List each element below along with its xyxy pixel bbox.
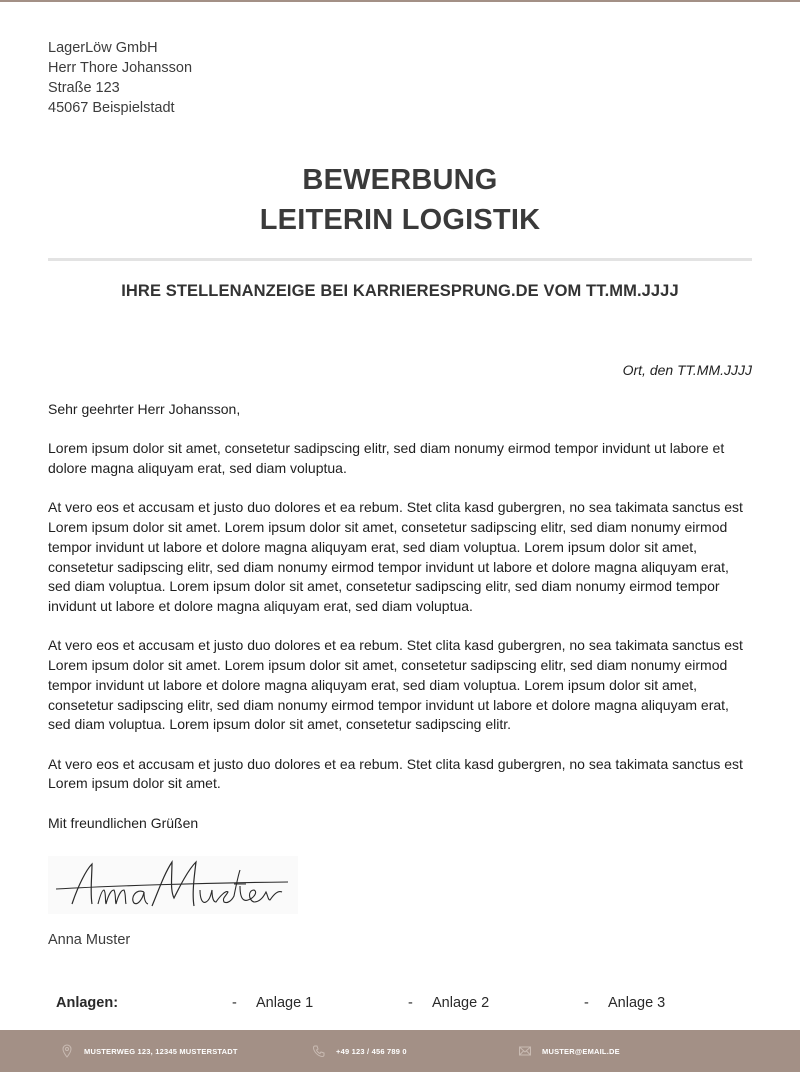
- footer-phone-text: +49 123 / 456 789 0: [336, 1046, 407, 1056]
- top-accent-line: [0, 0, 800, 2]
- handwritten-signature: [48, 856, 298, 914]
- location-pin-icon: [60, 1044, 74, 1058]
- footer-email: [518, 1030, 620, 1072]
- recipient-name: Herr Thore Johansson: [48, 60, 193, 76]
- paragraph-2: At vero eos et accusam et justo duo dolores et ea rebum. Stet clita kasd gubergren, no sea takimata sanctus est Lorem ipsum dolor sit amet. Lorem ipsum dolor sit amet, consetetur sadipscing elitr, sed diam nonumy eirmod tempor invidunt ut labore et dolore magna aliquyam erat, sed diam voluptua. Lorem ipsum dolor sit amet, consetetur sadipscing elitr, sed diam nonumy eirmod tempor invidunt ut labore et dolore magna aliquyam erat, sed diam voluptua. Lorem ipsum dolor sit amet, consetetur sadipscing elitr, sed diam nonumy eirmod tempor invidunt ut labore et dolore magna aliquyam erat, sed diam voluptua.: [48, 499, 743, 614]
- paragraph-3: At vero eos et accusam et justo duo dolores et ea rebum. Stet clita kasd gubergren, no sea takimata sanctus est Lorem ipsum dolor sit amet. Lorem ipsum dolor sit amet, consetetur sadipscing elitr, sed diam nonumy eirmod tempor invidunt ut labore et dolore magna aliquyam erat, sed diam voluptua. Lorem ipsum dolor sit amet, consetetur sadipscing elitr, sed diam nonumy eirmod tempor invidunt ut labore et dolore magna aliquyam erat, sed diam voluptua. Lorem ipsum dolor sit amet, consetetur sadipscing elitr.: [48, 637, 743, 733]
- recipient-street: Straße 123: [48, 80, 120, 96]
- salutation: Sehr geehrter Herr Johansson,: [48, 401, 241, 417]
- phone-icon: [312, 1044, 326, 1058]
- attachment-item-1: Anlage 1: [256, 995, 314, 1011]
- place-date: Ort, den TT.MM.JJJJ: [622, 362, 752, 378]
- attachment-dash: -: [584, 995, 589, 1011]
- title-line-1: BEWERBUNG: [302, 164, 498, 196]
- signature-script-text: Anna Muster: [48, 856, 54, 857]
- subject-line: IHRE STELLENANZEIGE BEI KARRIERESPRUNG.DE VOM TT.MM.JJJJ: [121, 282, 679, 300]
- attachment-dash: -: [232, 995, 237, 1011]
- closing-phrase: Mit freundlichen Grüßen: [48, 814, 199, 831]
- title-divider: [48, 258, 752, 261]
- footer-phone: [312, 1030, 407, 1072]
- recipient-address: [48, 38, 192, 118]
- attachments-row: [56, 995, 756, 1015]
- document-title: [0, 160, 800, 240]
- paragraph-1: Lorem ipsum dolor sit amet, consetetur sadipscing elitr, sed diam nonumy eirmod tempor invidunt ut labore et dolore magna aliquyam erat, sed diam voluptua.: [48, 440, 725, 477]
- attachments-label: Anlagen:: [56, 995, 119, 1011]
- recipient-city: 45067 Beispielstadt: [48, 100, 175, 116]
- signer-name: Anna Muster: [48, 932, 131, 948]
- recipient-company: LagerLöw GmbH: [48, 40, 158, 56]
- title-line-2: LEITERIN LOGISTIK: [259, 204, 541, 236]
- signature-drawing: [48, 856, 298, 914]
- attachment-item-3: Anlage 3: [608, 995, 666, 1011]
- envelope-icon: [518, 1044, 532, 1058]
- footer-bar: [0, 1030, 800, 1072]
- attachment-item-2: Anlage 2: [432, 995, 490, 1011]
- attachment-dash: -: [408, 995, 413, 1011]
- footer-email-text: MUSTER@EMAIL.DE: [542, 1046, 620, 1056]
- footer-address-text: MUSTERWEG 123, 12345 MUSTERSTADT: [84, 1046, 238, 1056]
- letter-body: [48, 400, 752, 853]
- paragraph-4: At vero eos et accusam et justo duo dolores et ea rebum. Stet clita kasd gubergren, no sea takimata sanctus est Lorem ipsum dolor sit amet.: [48, 755, 743, 792]
- footer-address: [60, 1030, 238, 1072]
